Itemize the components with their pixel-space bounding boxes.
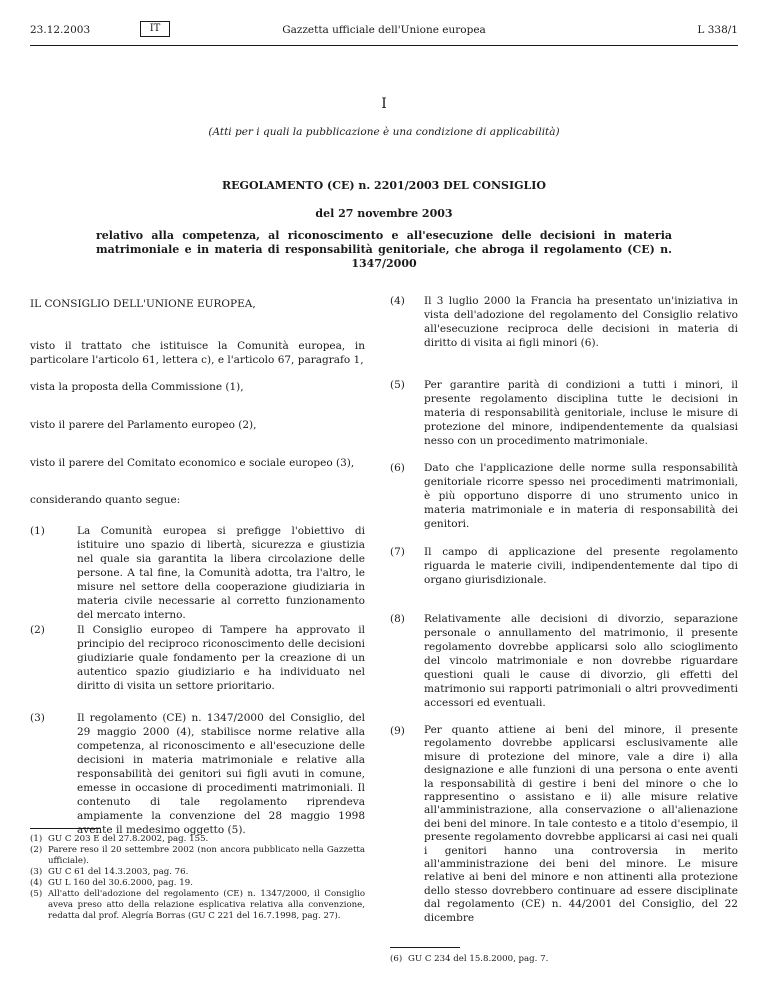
recital-text: Il regolamento (CE) n. 1347/2000 del Consiglio, del 29 maggio 2000 (4), stabilisce norme relative alla competenza, al riconoscimento e all'esecuzione delle decisioni in materia matrimoniale e relative alla responsabilità dei genitori sui figli avuti in comune, emesse in occasione di procedimenti matrimoniali. Il contenuto di tale regolamento riprendeva ampiamente la convenzione del 28 maggio 1998 avente il medesimo oggetto (5). <box>77 712 365 836</box>
journal-title: Gazzetta ufficiale dell'Unione europea <box>282 24 486 36</box>
part-numeral: I <box>381 96 387 112</box>
header-divider <box>30 45 738 46</box>
recital-number: (2) <box>30 624 45 636</box>
language-box: IT <box>140 21 170 37</box>
recital-text: Relativamente alle decisioni di divorzio, separazione personale o annullamento del matrimonio, il presente regolamento dovrebbe applicarsi solo allo scioglimento del vincolo matrimoniale e non dovrebbe riguardare questioni quali le cause di divorzio, gli effetti del matrimonio sui rapporti patrimoniali o altri provvedimenti accessori ed eventuali. <box>424 613 738 709</box>
citation: visto il parere del Parlamento europeo (2), <box>30 419 257 431</box>
recital-number: (7) <box>390 546 405 558</box>
recital-number: (5) <box>390 379 405 391</box>
recital-text: Per quanto attiene ai beni del minore, il presente regolamento dovrebbe applicarsi esclusivamente alle misure di protezione del minore, vale a dire i) alla designazione e alle funzioni di una persona o ente aventi la responsabilità di gestire i beni del minore o che lo rappresentino o assistano e ii) alle misure relative all'amministrazione, alla conservazione o all'alienazione dei beni del minore. In tale contesto e a titolo d'esempio, il presente regolamento dovrebbe applicarsi ai casi nei quali i genitori hanno una controversia in merito all'amministrazione dei beni del minore. Le misure relative ai beni del minore e non attinenti alla protezione dello stesso dovrebbero continuare ad essere disciplinate dal regolamento (CE) n. 44/2001 del Consiglio, del 22 dicembre <box>424 724 738 924</box>
recital-number: (9) <box>390 725 405 737</box>
recital-number: (1) <box>30 525 45 537</box>
footnote-text: GU C 203 E del 27.8.2002, pag. 155. <box>48 834 209 844</box>
footnote-text: Parere reso il 20 settembre 2002 (non ancora pubblicato nella Gazzetta ufficiale). <box>48 845 365 866</box>
recital-number: (8) <box>390 613 405 625</box>
footnote-text: GU L 160 del 30.6.2000, pag. 19. <box>48 878 193 888</box>
footnote-number: (5) <box>30 889 43 899</box>
regulation-subject: relativo alla competenza, al riconoscimento e all'esecuzione delle decisioni in materia matrimoniale e in materia di responsabilità genitoriale, che abroga il regolamento (CE) n. 1347/2000 <box>96 229 672 270</box>
footnote-number: (2) <box>30 845 43 855</box>
footnote-text: All'atto dell'adozione del regolamento (CE) n. 1347/2000, il Consiglio aveva preso atto della relazione esplicativa relativa alla convenzione, redatta dal prof. Alegría Borras (GU C 221 del 16.7.1998, pag. 27). <box>48 889 365 921</box>
recital-text: La Comunità europea si prefigge l'obiettivo di istituire uno spazio di libertà, sicurezza e giustizia nel quale sia garantita la libera circolazione delle persone. A tal fine, la Comunità adotta, tra l'altro, le misure nel settore della cooperazione giudiziaria in materia civile necessarie al corretto funzionamento del mercato interno. <box>77 525 365 621</box>
recital-number: (6) <box>390 462 405 474</box>
recital-text: Il campo di applicazione del presente regolamento riguarda le materie civili, indipendentemente dal tipo di organo giurisdizionale. <box>424 546 738 586</box>
citation: vista la proposta della Commissione (1), <box>30 381 244 393</box>
footnote-divider <box>390 947 460 948</box>
part-note: (Atti per i quali la pubblicazione è una condizione di applicabilità) <box>208 126 560 138</box>
regulation-title: REGOLAMENTO (CE) n. 2201/2003 DEL CONSIGLIO <box>222 179 546 192</box>
recital-number: (3) <box>30 712 45 724</box>
footnote-divider <box>30 828 100 829</box>
citation: visto il trattato che istituisce la Comunità europea, in particolare l'articolo 61, lettera c), e l'articolo 67, paragrafo 1, <box>30 340 365 366</box>
recital-text: Il Consiglio europeo di Tampere ha approvato il principio del reciproco riconoscimento delle decisioni giudiziarie quale fondamento per la creazione di un autentico spazio giudiziario e ha individuato nel diritto di visita un settore prioritario. <box>77 624 365 692</box>
footnote-number: (4) <box>30 878 43 888</box>
footnote-number: (6) <box>390 954 403 964</box>
regulation-date: del 27 novembre 2003 <box>315 207 453 220</box>
recital-text: Il 3 luglio 2000 la Francia ha presentato un'iniziativa in vista dell'adozione del regolamento del Consiglio relativo all'esecuzione reciproca delle decisioni in materia di diritto di visita ai figli minori (6). <box>424 295 738 349</box>
citation: visto il parere del Comitato economico e sociale europeo (3), <box>30 457 355 469</box>
council-heading: IL CONSIGLIO DELL'UNIONE EUROPEA, <box>30 298 256 310</box>
publication-date: 23.12.2003 <box>30 24 91 36</box>
recital-text: Dato che l'applicazione delle norme sulla responsabilità genitoriale ricorre spesso nei procedimenti matrimoniali, è più opportuno disporre di uno strumento unico in materia matrimoniale e in materia di responsabilità dei genitori. <box>424 462 738 530</box>
footnote-text: GU C 234 del 15.8.2000, pag. 7. <box>408 954 549 964</box>
citation: considerando quanto segue: <box>30 494 181 506</box>
footnote-number: (1) <box>30 834 43 844</box>
footnote-text: GU C 61 del 14.3.2003, pag. 76. <box>48 867 189 877</box>
page-reference: L 338/1 <box>697 24 738 36</box>
recital-text: Per garantire parità di condizioni a tutti i minori, il presente regolamento disciplina tutte le decisioni in materia di responsabilità genitoriale, incluse le misure di protezione del minore, indipendentemente da qualsiasi nesso con un procedimento matrimoniale. <box>424 379 738 447</box>
footnote-number: (3) <box>30 867 43 877</box>
recital-number: (4) <box>390 295 405 307</box>
